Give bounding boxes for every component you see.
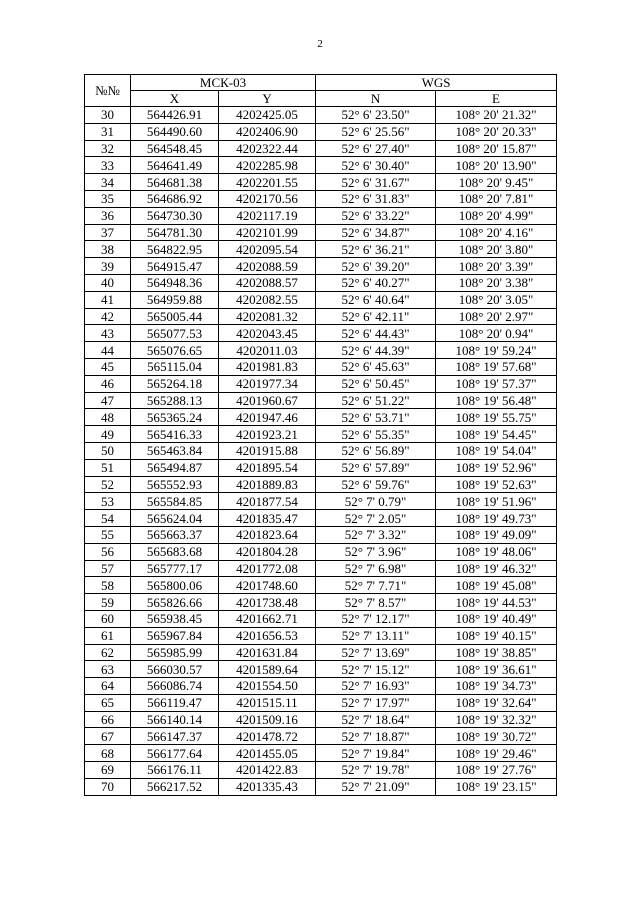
longitude-cell: 108° 19' 23.15"	[436, 778, 557, 795]
latitude-cell: 52° 6' 23.50"	[316, 107, 436, 124]
x-cell: 565552.93	[131, 476, 219, 493]
point-number-cell: 40	[85, 274, 131, 291]
point-number-cell: 70	[85, 778, 131, 795]
latitude-cell: 52° 7' 15.12"	[316, 661, 436, 678]
longitude-cell: 108° 19' 54.45"	[436, 426, 557, 443]
x-cell: 565967.84	[131, 627, 219, 644]
table-row	[85, 409, 557, 426]
latitude-cell: 52° 7' 16.93"	[316, 678, 436, 695]
latitude-cell: 52° 6' 44.39"	[316, 342, 436, 359]
y-cell: 4201656.53	[219, 627, 316, 644]
table-row	[85, 476, 557, 493]
table-row	[85, 762, 557, 779]
table-row	[85, 644, 557, 661]
x-cell: 564681.38	[131, 174, 219, 191]
latitude-cell: 52° 6' 56.89"	[316, 442, 436, 459]
x-cell: 565365.24	[131, 409, 219, 426]
longitude-cell: 108° 19' 27.76"	[436, 762, 557, 779]
table-row	[85, 274, 557, 291]
point-number-cell: 69	[85, 762, 131, 779]
y-cell: 4201981.83	[219, 358, 316, 375]
latitude-cell: 52° 7' 8.57"	[316, 594, 436, 611]
y-cell: 4202095.54	[219, 241, 316, 258]
y-cell: 4201895.54	[219, 459, 316, 476]
x-cell: 566140.14	[131, 711, 219, 728]
longitude-cell: 108° 19' 38.85"	[436, 644, 557, 661]
y-cell: 4201960.67	[219, 392, 316, 409]
table-row	[85, 610, 557, 627]
table-row	[85, 594, 557, 611]
point-number-cell: 41	[85, 291, 131, 308]
y-cell: 4201422.83	[219, 762, 316, 779]
longitude-cell: 108° 19' 48.06"	[436, 543, 557, 560]
y-cell: 4201835.47	[219, 510, 316, 527]
point-number-cell: 59	[85, 594, 131, 611]
y-cell: 4202011.03	[219, 342, 316, 359]
latitude-cell: 52° 6' 30.40"	[316, 157, 436, 174]
longitude-cell: 108° 19' 52.63"	[436, 476, 557, 493]
point-number-cell: 57	[85, 560, 131, 577]
point-number-cell: 37	[85, 224, 131, 241]
latitude-cell: 52° 6' 45.63"	[316, 358, 436, 375]
longitude-cell: 108° 19' 52.96"	[436, 459, 557, 476]
x-cell: 564426.91	[131, 107, 219, 124]
table-row	[85, 711, 557, 728]
table-header	[85, 75, 557, 107]
x-cell: 565463.84	[131, 442, 219, 459]
longitude-cell: 108° 19' 32.32"	[436, 711, 557, 728]
point-number-cell: 60	[85, 610, 131, 627]
latitude-cell: 52° 6' 39.20"	[316, 258, 436, 275]
latitude-cell: 52° 6' 33.22"	[316, 207, 436, 224]
point-number-cell: 68	[85, 745, 131, 762]
page-number: 2	[317, 38, 323, 50]
longitude-cell: 108° 20' 3.80"	[436, 241, 557, 258]
latitude-cell: 52° 7' 19.84"	[316, 745, 436, 762]
x-cell: 565985.99	[131, 644, 219, 661]
point-number-cell: 46	[85, 375, 131, 392]
y-cell: 4202425.05	[219, 107, 316, 124]
longitude-cell: 108° 19' 54.04"	[436, 442, 557, 459]
table-row	[85, 291, 557, 308]
longitude-cell: 108° 19' 40.49"	[436, 610, 557, 627]
table-row	[85, 510, 557, 527]
y-cell: 4202081.32	[219, 308, 316, 325]
table-row	[85, 140, 557, 157]
latitude-cell: 52° 7' 12.17"	[316, 610, 436, 627]
table-row	[85, 107, 557, 124]
table-body	[85, 107, 557, 796]
longitude-cell: 108° 19' 45.08"	[436, 577, 557, 594]
point-number-cell: 64	[85, 678, 131, 695]
header-wgs: WGS	[316, 75, 557, 91]
x-cell: 565416.33	[131, 426, 219, 443]
y-cell: 4201877.54	[219, 493, 316, 510]
y-cell: 4202201.55	[219, 174, 316, 191]
x-cell: 565076.65	[131, 342, 219, 359]
y-cell: 4202406.90	[219, 123, 316, 140]
point-number-cell: 66	[85, 711, 131, 728]
latitude-cell: 52° 6' 36.21"	[316, 241, 436, 258]
y-cell: 4202322.44	[219, 140, 316, 157]
longitude-cell: 108° 20' 21.32"	[436, 107, 557, 124]
header-x: X	[131, 91, 219, 107]
x-cell: 565777.17	[131, 560, 219, 577]
x-cell: 566119.47	[131, 694, 219, 711]
table-row	[85, 442, 557, 459]
longitude-cell: 108° 19' 51.96"	[436, 493, 557, 510]
y-cell: 4202088.57	[219, 274, 316, 291]
point-number-cell: 34	[85, 174, 131, 191]
x-cell: 565288.13	[131, 392, 219, 409]
point-number-cell: 54	[85, 510, 131, 527]
y-cell: 4201772.08	[219, 560, 316, 577]
longitude-cell: 108° 20' 20.33"	[436, 123, 557, 140]
latitude-cell: 52° 7' 6.98"	[316, 560, 436, 577]
latitude-cell: 52° 7' 18.64"	[316, 711, 436, 728]
x-cell: 566176.11	[131, 762, 219, 779]
point-number-cell: 65	[85, 694, 131, 711]
x-cell: 565494.87	[131, 459, 219, 476]
x-cell: 564686.92	[131, 190, 219, 207]
longitude-cell: 108° 19' 57.68"	[436, 358, 557, 375]
longitude-cell: 108° 20' 4.99"	[436, 207, 557, 224]
latitude-cell: 52° 6' 31.67"	[316, 174, 436, 191]
latitude-cell: 52° 6' 50.45"	[316, 375, 436, 392]
x-cell: 565624.04	[131, 510, 219, 527]
point-number-cell: 47	[85, 392, 131, 409]
latitude-cell: 52° 6' 31.83"	[316, 190, 436, 207]
point-number-cell: 36	[85, 207, 131, 224]
latitude-cell: 52° 7' 17.97"	[316, 694, 436, 711]
longitude-cell: 108° 19' 55.75"	[436, 409, 557, 426]
y-cell: 4201478.72	[219, 728, 316, 745]
longitude-cell: 108° 20' 9.45"	[436, 174, 557, 191]
longitude-cell: 108° 20' 2.97"	[436, 308, 557, 325]
latitude-cell: 52° 7' 0.79"	[316, 493, 436, 510]
x-cell: 566217.52	[131, 778, 219, 795]
table-row	[85, 694, 557, 711]
latitude-cell: 52° 7' 19.78"	[316, 762, 436, 779]
point-number-cell: 38	[85, 241, 131, 258]
y-cell: 4201977.34	[219, 375, 316, 392]
table-row	[85, 577, 557, 594]
latitude-cell: 52° 6' 51.22"	[316, 392, 436, 409]
x-cell: 565005.44	[131, 308, 219, 325]
table-row	[85, 728, 557, 745]
header-y: Y	[219, 91, 316, 107]
longitude-cell: 108° 19' 57.37"	[436, 375, 557, 392]
longitude-cell: 108° 19' 29.46"	[436, 745, 557, 762]
table-row	[85, 308, 557, 325]
table-row	[85, 375, 557, 392]
table-row	[85, 526, 557, 543]
longitude-cell: 108° 20' 13.90"	[436, 157, 557, 174]
latitude-cell: 52° 6' 25.56"	[316, 123, 436, 140]
latitude-cell: 52° 6' 27.40"	[316, 140, 436, 157]
point-number-cell: 30	[85, 107, 131, 124]
point-number-cell: 49	[85, 426, 131, 443]
y-cell: 4201589.64	[219, 661, 316, 678]
y-cell: 4201509.16	[219, 711, 316, 728]
y-cell: 4202170.56	[219, 190, 316, 207]
longitude-cell: 108° 19' 49.73"	[436, 510, 557, 527]
table-row	[85, 190, 557, 207]
point-number-cell: 42	[85, 308, 131, 325]
longitude-cell: 108° 19' 49.09"	[436, 526, 557, 543]
point-number-cell: 45	[85, 358, 131, 375]
latitude-cell: 52° 6' 34.87"	[316, 224, 436, 241]
table-row	[85, 560, 557, 577]
point-number-cell: 50	[85, 442, 131, 459]
x-cell: 565826.66	[131, 594, 219, 611]
header-e: E	[436, 91, 557, 107]
longitude-cell: 108° 20' 7.81"	[436, 190, 557, 207]
y-cell: 4201923.21	[219, 426, 316, 443]
header-n: N	[316, 91, 436, 107]
x-cell: 564915.47	[131, 258, 219, 275]
latitude-cell: 52° 7' 3.32"	[316, 526, 436, 543]
table-row	[85, 157, 557, 174]
y-cell: 4201515.11	[219, 694, 316, 711]
table-row	[85, 258, 557, 275]
longitude-cell: 108° 20' 0.94"	[436, 325, 557, 342]
point-number-cell: 51	[85, 459, 131, 476]
x-cell: 564730.30	[131, 207, 219, 224]
x-cell: 564822.95	[131, 241, 219, 258]
longitude-cell: 108° 20' 4.16"	[436, 224, 557, 241]
longitude-cell: 108° 19' 36.61"	[436, 661, 557, 678]
point-number-cell: 33	[85, 157, 131, 174]
x-cell: 565584.85	[131, 493, 219, 510]
latitude-cell: 52° 6' 40.27"	[316, 274, 436, 291]
header-row-columns	[85, 91, 557, 107]
y-cell: 4202082.55	[219, 291, 316, 308]
longitude-cell: 108° 19' 59.24"	[436, 342, 557, 359]
latitude-cell: 52° 6' 57.89"	[316, 459, 436, 476]
point-number-cell: 53	[85, 493, 131, 510]
table-row	[85, 224, 557, 241]
point-number-cell: 44	[85, 342, 131, 359]
point-number-cell: 61	[85, 627, 131, 644]
point-number-cell: 67	[85, 728, 131, 745]
latitude-cell: 52° 7' 21.09"	[316, 778, 436, 795]
point-number-cell: 52	[85, 476, 131, 493]
y-cell: 4202117.19	[219, 207, 316, 224]
table-row	[85, 678, 557, 695]
table-row	[85, 661, 557, 678]
y-cell: 4201554.50	[219, 678, 316, 695]
latitude-cell: 52° 6' 53.71"	[316, 409, 436, 426]
y-cell: 4201947.46	[219, 409, 316, 426]
point-number-cell: 35	[85, 190, 131, 207]
point-number-cell: 58	[85, 577, 131, 594]
longitude-cell: 108° 19' 30.72"	[436, 728, 557, 745]
table-row	[85, 342, 557, 359]
table-row	[85, 493, 557, 510]
point-number-cell: 55	[85, 526, 131, 543]
latitude-cell: 52° 7' 13.69"	[316, 644, 436, 661]
header-row-groups	[85, 75, 557, 91]
coordinates-table	[84, 74, 557, 796]
longitude-cell: 108° 20' 3.38"	[436, 274, 557, 291]
x-cell: 565938.45	[131, 610, 219, 627]
point-number-cell: 32	[85, 140, 131, 157]
x-cell: 566147.37	[131, 728, 219, 745]
x-cell: 565663.37	[131, 526, 219, 543]
table-row	[85, 241, 557, 258]
table-row	[85, 325, 557, 342]
longitude-cell: 108° 19' 56.48"	[436, 392, 557, 409]
y-cell: 4201631.84	[219, 644, 316, 661]
y-cell: 4201748.60	[219, 577, 316, 594]
longitude-cell: 108° 20' 3.05"	[436, 291, 557, 308]
table-row	[85, 174, 557, 191]
longitude-cell: 108° 19' 46.32"	[436, 560, 557, 577]
header-number: №№	[85, 75, 131, 107]
longitude-cell: 108° 19' 32.64"	[436, 694, 557, 711]
table-row	[85, 123, 557, 140]
table-row	[85, 745, 557, 762]
longitude-cell: 108° 19' 44.53"	[436, 594, 557, 611]
table-row	[85, 543, 557, 560]
longitude-cell: 108° 20' 3.39"	[436, 258, 557, 275]
y-cell: 4201823.64	[219, 526, 316, 543]
longitude-cell: 108° 20' 15.87"	[436, 140, 557, 157]
x-cell: 565264.18	[131, 375, 219, 392]
latitude-cell: 52° 6' 55.35"	[316, 426, 436, 443]
table-row	[85, 627, 557, 644]
y-cell: 4201889.83	[219, 476, 316, 493]
x-cell: 566177.64	[131, 745, 219, 762]
point-number-cell: 56	[85, 543, 131, 560]
point-number-cell: 48	[85, 409, 131, 426]
latitude-cell: 52° 7' 2.05"	[316, 510, 436, 527]
latitude-cell: 52° 7' 7.71"	[316, 577, 436, 594]
y-cell: 4202088.59	[219, 258, 316, 275]
point-number-cell: 31	[85, 123, 131, 140]
y-cell: 4202285.98	[219, 157, 316, 174]
x-cell: 564641.49	[131, 157, 219, 174]
longitude-cell: 108° 19' 34.73"	[436, 678, 557, 695]
point-number-cell: 39	[85, 258, 131, 275]
table-row	[85, 207, 557, 224]
table-row	[85, 778, 557, 795]
latitude-cell: 52° 6' 40.64"	[316, 291, 436, 308]
point-number-cell: 62	[85, 644, 131, 661]
header-msk03: МСК-03	[131, 75, 316, 91]
x-cell: 566030.57	[131, 661, 219, 678]
y-cell: 4201662.71	[219, 610, 316, 627]
latitude-cell: 52° 6' 42.11"	[316, 308, 436, 325]
table-row	[85, 459, 557, 476]
latitude-cell: 52° 7' 13.11"	[316, 627, 436, 644]
x-cell: 566086.74	[131, 678, 219, 695]
latitude-cell: 52° 6' 44.43"	[316, 325, 436, 342]
y-cell: 4202043.45	[219, 325, 316, 342]
x-cell: 564781.30	[131, 224, 219, 241]
y-cell: 4201455.05	[219, 745, 316, 762]
y-cell: 4201738.48	[219, 594, 316, 611]
table-row	[85, 426, 557, 443]
y-cell: 4201335.43	[219, 778, 316, 795]
latitude-cell: 52° 7' 18.87"	[316, 728, 436, 745]
y-cell: 4201804.28	[219, 543, 316, 560]
y-cell: 4202101.99	[219, 224, 316, 241]
x-cell: 564959.88	[131, 291, 219, 308]
x-cell: 565115.04	[131, 358, 219, 375]
table-row	[85, 358, 557, 375]
x-cell: 564548.45	[131, 140, 219, 157]
latitude-cell: 52° 7' 3.96"	[316, 543, 436, 560]
latitude-cell: 52° 6' 59.76"	[316, 476, 436, 493]
longitude-cell: 108° 19' 40.15"	[436, 627, 557, 644]
x-cell: 564948.36	[131, 274, 219, 291]
x-cell: 565800.06	[131, 577, 219, 594]
y-cell: 4201915.88	[219, 442, 316, 459]
table-row	[85, 392, 557, 409]
point-number-cell: 63	[85, 661, 131, 678]
x-cell: 564490.60	[131, 123, 219, 140]
point-number-cell: 43	[85, 325, 131, 342]
x-cell: 565077.53	[131, 325, 219, 342]
x-cell: 565683.68	[131, 543, 219, 560]
